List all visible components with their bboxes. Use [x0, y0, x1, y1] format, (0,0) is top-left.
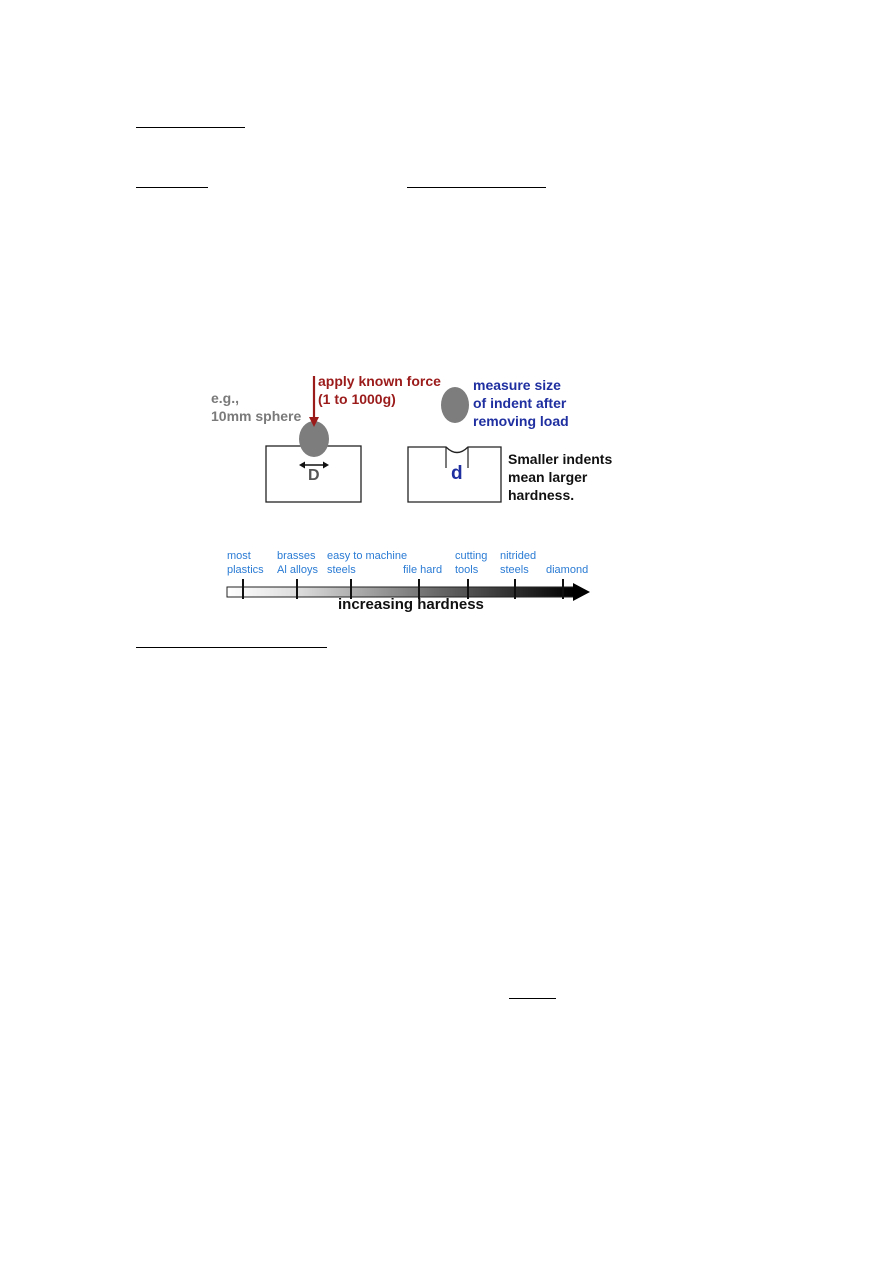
diameter-D-label: D	[308, 467, 320, 484]
scale-label-file-hard: file hard	[403, 564, 443, 576]
note-label: Smaller indents mean larger hardness.	[508, 451, 613, 503]
scale-label-plastics: most plastics	[227, 550, 264, 576]
scale-label-nitrided-steels: nitrided steels	[500, 550, 537, 576]
hardness-arrow-head	[573, 583, 590, 601]
indent-d-label: d	[451, 463, 463, 484]
force-label: apply known force (1 to 1000g)	[318, 373, 441, 407]
sphere-label: e.g., 10mm sphere	[211, 390, 302, 424]
scale-label-brasses: brasses Al alloys	[277, 550, 318, 576]
scale-label-diamond: diamond	[546, 564, 589, 576]
scale-label-easy-steels: easy to machine steels	[327, 550, 408, 576]
fraction-bar-line	[509, 998, 556, 999]
heading-underline-4	[136, 647, 327, 648]
scale-caption: increasing hardness	[338, 596, 484, 613]
sphere-after-removal	[441, 387, 469, 423]
scale-label-cutting-tools: cutting tools	[455, 550, 488, 576]
measure-label: measure size of indent after removing load	[473, 377, 569, 429]
